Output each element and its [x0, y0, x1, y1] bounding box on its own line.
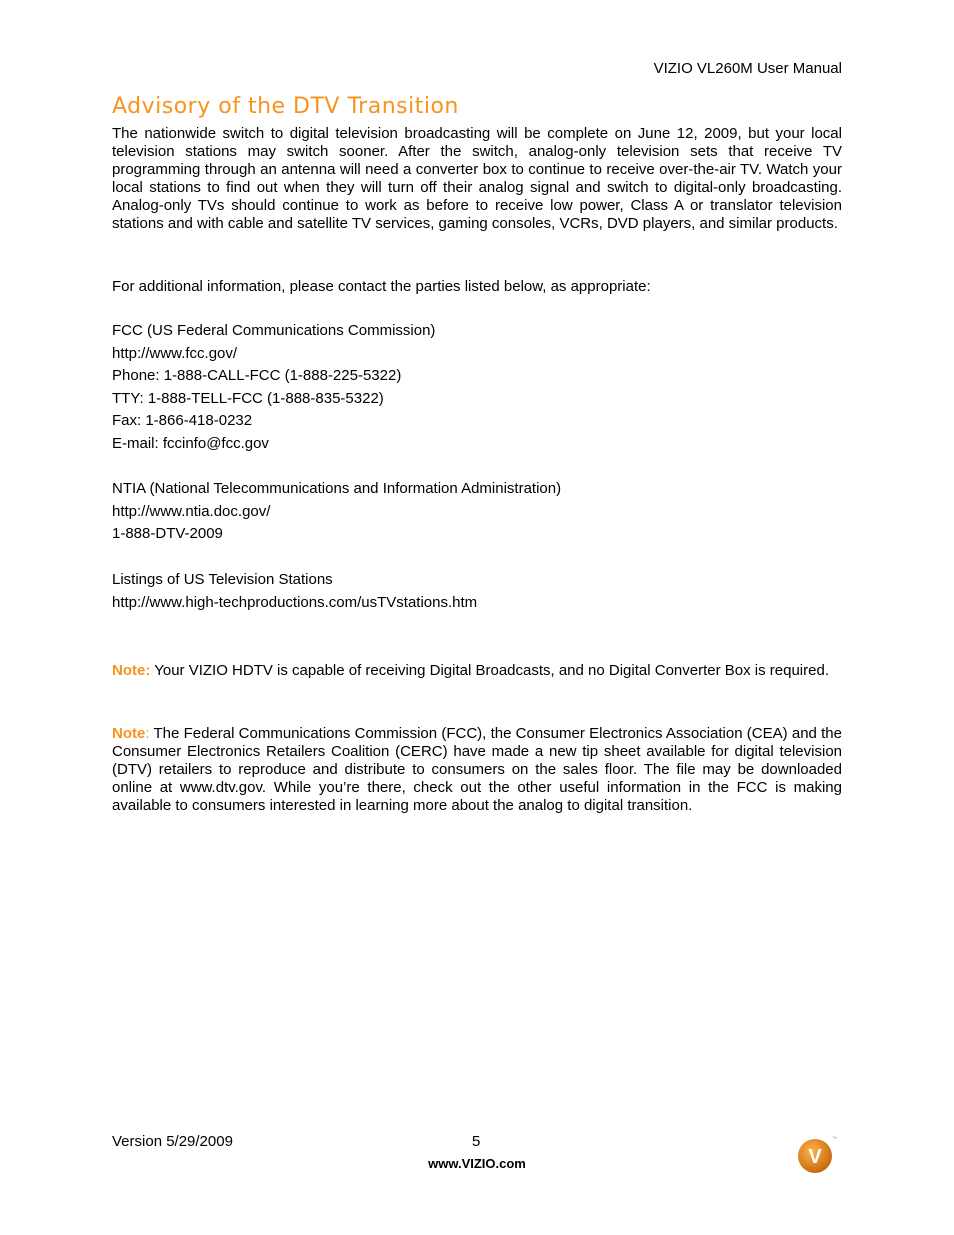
- contact-email: E-mail: fccinfo@fcc.gov: [112, 434, 269, 452]
- vizio-logo-icon: [797, 1138, 833, 1174]
- contact-tty: TTY: 1-888-TELL-FCC (1-888-835-5322): [112, 389, 384, 407]
- footer-website: www.VIZIO.com: [428, 1156, 526, 1171]
- contact-phone: 1-888-DTV-2009: [112, 525, 223, 543]
- section-title: Advisory of the DTV Transition: [112, 94, 459, 119]
- intro-paragraph: The nationwide switch to digital television broadcasting will be complete on June 12, 2009, but your local television stations may switch sooner. After the switch, analog-only television sets that receive TV programming through an antenna will need a converter box to continue to receive over-the-air TV. Watch your local stations to find out when they will turn off their analog signal and switch to digital-only broadcasting. Analog-only TVs should continue to work as before to receive low power, Class A or translator television stations and with cable and satellite TV services, gaming consoles, VCRs, DVD players, and similar products.: [112, 125, 842, 232]
- contact-intro: For additional information, please contact the parties listed below, as appropriate:: [112, 278, 651, 295]
- note-tip-sheet: [112, 725, 842, 815]
- note-label: Note: [112, 725, 146, 742]
- contact-url: http://www.fcc.gov/: [112, 344, 238, 362]
- note-text: The Federal Communications Commission (FCC), the Consumer Electronics Association (CEA) and the Consumer Electronics Retailers Coalition (CERC) have made a new tip sheet available for digital television (DTV) retailers to reproduce and distribute to consumers on the sales floor. The file may be downloaded online at www.dtv.gov. While you’re there, check out the other useful information in the FCC is making available to consumers interested in learning more about the analog to digital transition.: [112, 725, 842, 814]
- footer-version: Version 5/29/2009: [112, 1133, 233, 1150]
- contact-org-name: Listings of US Television Stations: [112, 571, 333, 588]
- logo-letter: V: [808, 1146, 822, 1168]
- contact-phone: Phone: 1-888-CALL-FCC (1-888-225-5322): [112, 367, 402, 385]
- contact-block-ntia: [112, 478, 842, 546]
- contact-url: http://www.ntia.doc.gov/: [112, 502, 271, 520]
- contact-block-fcc: [112, 320, 842, 456]
- footer-page-number: 5: [472, 1133, 481, 1150]
- contact-org-name: FCC (US Federal Communications Commission): [112, 322, 436, 339]
- contact-url: http://www.high-techproductions.com/usTVstations.htm: [112, 593, 478, 611]
- contact-block-tv-listings: [112, 569, 842, 614]
- note-label: Note:: [112, 662, 151, 679]
- trademark-symbol: ™: [832, 1136, 837, 1142]
- contact-fax: Fax: 1-866-418-0232: [112, 412, 253, 430]
- contact-org-name: NTIA (National Telecommunications and Information Administration): [112, 480, 562, 497]
- manual-title: VIZIO VL260M User Manual: [653, 60, 842, 77]
- note-text: Your VIZIO HDTV is capable of receiving Digital Broadcasts, and no Digital Converter Box is required.: [150, 662, 829, 679]
- note-separator: :: [145, 725, 150, 742]
- note-converter-box: [112, 662, 842, 680]
